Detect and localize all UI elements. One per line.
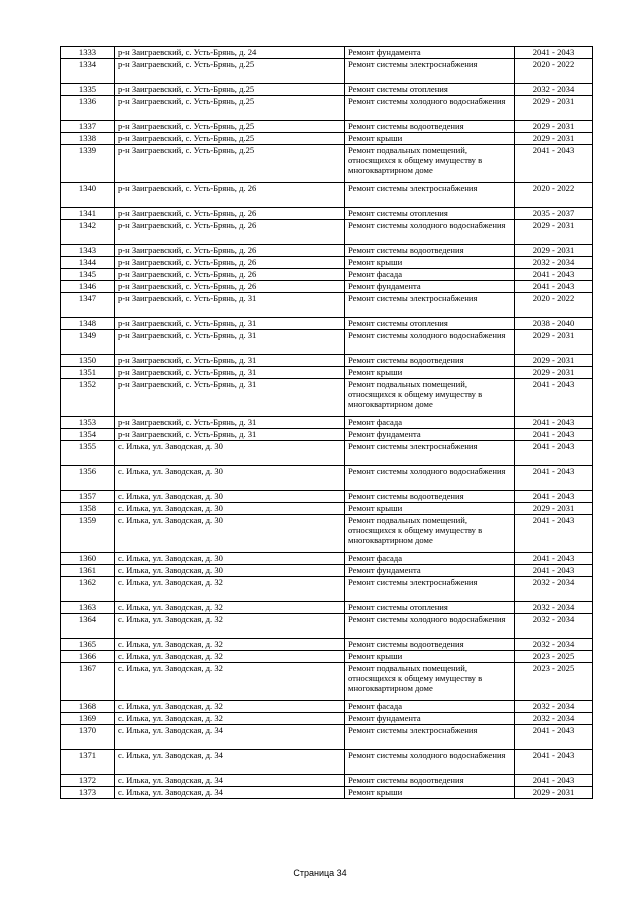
- table-row: [61, 257, 593, 269]
- work-type-cell: Ремонт крыши: [345, 503, 515, 515]
- table-row: [61, 553, 593, 565]
- table-row: [61, 750, 593, 775]
- table-row: [61, 577, 593, 602]
- address-cell: с. Илька, ул. Заводская, д. 32: [115, 577, 345, 602]
- table-row: [61, 293, 593, 318]
- table-row: [61, 183, 593, 208]
- period-cell: 2041 - 2043: [515, 491, 593, 503]
- period-cell: 2041 - 2043: [515, 466, 593, 491]
- work-type-cell: Ремонт системы электроснабжения: [345, 183, 515, 208]
- address-cell: р-н Заиграевский, с. Усть-Брянь, д.25: [115, 145, 345, 183]
- table-row: [61, 145, 593, 183]
- table-row: [61, 318, 593, 330]
- period-cell: 2020 - 2022: [515, 183, 593, 208]
- table-row: [61, 775, 593, 787]
- row-number-cell: 1351: [61, 367, 115, 379]
- address-cell: с. Илька, ул. Заводская, д. 30: [115, 515, 345, 553]
- period-cell: 2041 - 2043: [515, 515, 593, 553]
- row-number-cell: 1336: [61, 96, 115, 121]
- work-type-cell: Ремонт системы холодного водоснабжения: [345, 750, 515, 775]
- row-number-cell: 1370: [61, 725, 115, 750]
- row-number-cell: 1371: [61, 750, 115, 775]
- table-row: [61, 84, 593, 96]
- period-cell: 2029 - 2031: [515, 367, 593, 379]
- work-type-cell: Ремонт системы холодного водоснабжения: [345, 614, 515, 639]
- address-cell: р-н Заиграевский, с. Усть-Брянь, д. 31: [115, 318, 345, 330]
- work-type-cell: Ремонт системы электроснабжения: [345, 293, 515, 318]
- work-type-cell: Ремонт системы отопления: [345, 318, 515, 330]
- period-cell: 2020 - 2022: [515, 59, 593, 84]
- address-cell: с. Илька, ул. Заводская, д. 34: [115, 787, 345, 799]
- address-cell: р-н Заиграевский, с. Усть-Брянь, д. 26: [115, 281, 345, 293]
- work-type-cell: Ремонт фундамента: [345, 281, 515, 293]
- work-type-cell: Ремонт системы водоотведения: [345, 355, 515, 367]
- address-cell: с. Илька, ул. Заводская, д. 32: [115, 614, 345, 639]
- table-row: [61, 701, 593, 713]
- address-cell: с. Илька, ул. Заводская, д. 32: [115, 639, 345, 651]
- address-cell: р-н Заиграевский, с. Усть-Брянь, д. 26: [115, 220, 345, 245]
- work-type-cell: Ремонт крыши: [345, 133, 515, 145]
- period-cell: 2041 - 2043: [515, 775, 593, 787]
- address-cell: р-н Заиграевский, с. Усть-Брянь, д. 26: [115, 245, 345, 257]
- work-type-cell: Ремонт системы отопления: [345, 208, 515, 220]
- address-cell: р-н Заиграевский, с. Усть-Брянь, д. 31: [115, 429, 345, 441]
- row-number-cell: 1348: [61, 318, 115, 330]
- row-number-cell: 1362: [61, 577, 115, 602]
- row-number-cell: 1368: [61, 701, 115, 713]
- row-number-cell: 1346: [61, 281, 115, 293]
- period-cell: 2032 - 2034: [515, 614, 593, 639]
- row-number-cell: 1364: [61, 614, 115, 639]
- period-cell: 2041 - 2043: [515, 429, 593, 441]
- row-number-cell: 1358: [61, 503, 115, 515]
- address-cell: р-н Заиграевский, с. Усть-Брянь, д. 26: [115, 183, 345, 208]
- period-cell: 2029 - 2031: [515, 787, 593, 799]
- work-type-cell: Ремонт системы отопления: [345, 84, 515, 96]
- table-row: [61, 47, 593, 59]
- work-type-cell: Ремонт системы холодного водоснабжения: [345, 330, 515, 355]
- address-cell: р-н Заиграевский, с. Усть-Брянь, д. 31: [115, 367, 345, 379]
- row-number-cell: 1372: [61, 775, 115, 787]
- period-cell: 2032 - 2034: [515, 713, 593, 725]
- address-cell: р-н Заиграевский, с. Усть-Брянь, д. 31: [115, 293, 345, 318]
- period-cell: 2020 - 2022: [515, 293, 593, 318]
- period-cell: 2029 - 2031: [515, 245, 593, 257]
- period-cell: 2041 - 2043: [515, 281, 593, 293]
- work-type-cell: Ремонт системы электроснабжения: [345, 725, 515, 750]
- row-number-cell: 1353: [61, 417, 115, 429]
- table-row: [61, 441, 593, 466]
- period-cell: 2023 - 2025: [515, 651, 593, 663]
- address-cell: с. Илька, ул. Заводская, д. 34: [115, 725, 345, 750]
- work-type-cell: Ремонт системы холодного водоснабжения: [345, 220, 515, 245]
- period-cell: 2029 - 2031: [515, 330, 593, 355]
- address-cell: р-н Заиграевский, с. Усть-Брянь, д. 31: [115, 379, 345, 417]
- table-row: [61, 367, 593, 379]
- address-cell: с. Илька, ул. Заводская, д. 32: [115, 701, 345, 713]
- work-type-cell: Ремонт крыши: [345, 787, 515, 799]
- work-type-cell: Ремонт системы электроснабжения: [345, 577, 515, 602]
- work-type-cell: Ремонт системы холодного водоснабжения: [345, 96, 515, 121]
- address-cell: р-н Заиграевский, с. Усть-Брянь, д. 26: [115, 269, 345, 281]
- period-cell: 2041 - 2043: [515, 553, 593, 565]
- row-number-cell: 1369: [61, 713, 115, 725]
- work-type-cell: Ремонт системы электроснабжения: [345, 59, 515, 84]
- period-cell: 2041 - 2043: [515, 47, 593, 59]
- address-cell: с. Илька, ул. Заводская, д. 32: [115, 713, 345, 725]
- work-type-cell: Ремонт фундамента: [345, 429, 515, 441]
- address-cell: р-н Заиграевский, с. Усть-Брянь, д. 24: [115, 47, 345, 59]
- table-row: [61, 651, 593, 663]
- address-cell: р-н Заиграевский, с. Усть-Брянь, д.25: [115, 84, 345, 96]
- table-row: [61, 725, 593, 750]
- row-number-cell: 1373: [61, 787, 115, 799]
- work-type-cell: Ремонт системы водоотведения: [345, 245, 515, 257]
- table-row: [61, 96, 593, 121]
- address-cell: р-н Заиграевский, с. Усть-Брянь, д. 31: [115, 355, 345, 367]
- table-row: [61, 245, 593, 257]
- work-type-cell: Ремонт крыши: [345, 367, 515, 379]
- table-row: [61, 281, 593, 293]
- row-number-cell: 1344: [61, 257, 115, 269]
- period-cell: 2032 - 2034: [515, 602, 593, 614]
- period-cell: 2029 - 2031: [515, 503, 593, 515]
- table-row: [61, 565, 593, 577]
- table-row: [61, 379, 593, 417]
- work-type-cell: Ремонт системы электроснабжения: [345, 441, 515, 466]
- address-cell: с. Илька, ул. Заводская, д. 30: [115, 565, 345, 577]
- address-cell: р-н Заиграевский, с. Усть-Брянь, д. 26: [115, 257, 345, 269]
- row-number-cell: 1350: [61, 355, 115, 367]
- period-cell: 2032 - 2034: [515, 577, 593, 602]
- table-row: [61, 220, 593, 245]
- address-cell: р-н Заиграевский, с. Усть-Брянь, д.25: [115, 133, 345, 145]
- table-row: [61, 491, 593, 503]
- period-cell: 2038 - 2040: [515, 318, 593, 330]
- work-type-cell: Ремонт фундамента: [345, 713, 515, 725]
- work-type-cell: Ремонт фундамента: [345, 565, 515, 577]
- period-cell: 2041 - 2043: [515, 725, 593, 750]
- row-number-cell: 1335: [61, 84, 115, 96]
- address-cell: с. Илька, ул. Заводская, д. 30: [115, 441, 345, 466]
- work-type-cell: Ремонт фасада: [345, 553, 515, 565]
- address-cell: с. Илька, ул. Заводская, д. 30: [115, 503, 345, 515]
- table-row: [61, 133, 593, 145]
- period-cell: 2041 - 2043: [515, 417, 593, 429]
- row-number-cell: 1337: [61, 121, 115, 133]
- table-row: [61, 713, 593, 725]
- row-number-cell: 1366: [61, 651, 115, 663]
- work-type-cell: Ремонт крыши: [345, 257, 515, 269]
- period-cell: 2023 - 2025: [515, 663, 593, 701]
- table-body: [61, 47, 593, 799]
- work-type-cell: Ремонт системы отопления: [345, 602, 515, 614]
- address-cell: с. Илька, ул. Заводская, д. 30: [115, 491, 345, 503]
- row-number-cell: 1359: [61, 515, 115, 553]
- row-number-cell: 1354: [61, 429, 115, 441]
- work-type-cell: Ремонт фасада: [345, 269, 515, 281]
- table-row: [61, 355, 593, 367]
- period-cell: 2041 - 2043: [515, 269, 593, 281]
- repair-schedule-table: [60, 46, 593, 799]
- row-number-cell: 1341: [61, 208, 115, 220]
- address-cell: р-н Заиграевский, с. Усть-Брянь, д. 26: [115, 208, 345, 220]
- row-number-cell: 1357: [61, 491, 115, 503]
- address-cell: р-н Заиграевский, с. Усть-Брянь, д.25: [115, 121, 345, 133]
- period-cell: 2041 - 2043: [515, 750, 593, 775]
- table-row: [61, 663, 593, 701]
- work-type-cell: Ремонт подвальных помещений, относящихся к общему имуществу в многоквартирном доме: [345, 663, 515, 701]
- row-number-cell: 1339: [61, 145, 115, 183]
- period-cell: 2041 - 2043: [515, 565, 593, 577]
- period-cell: 2041 - 2043: [515, 441, 593, 466]
- row-number-cell: 1355: [61, 441, 115, 466]
- work-type-cell: Ремонт системы водоотведения: [345, 121, 515, 133]
- period-cell: 2029 - 2031: [515, 121, 593, 133]
- period-cell: 2029 - 2031: [515, 220, 593, 245]
- row-number-cell: 1347: [61, 293, 115, 318]
- table-row: [61, 417, 593, 429]
- row-number-cell: 1367: [61, 663, 115, 701]
- period-cell: 2032 - 2034: [515, 639, 593, 651]
- table-row: [61, 208, 593, 220]
- table-row: [61, 121, 593, 133]
- work-type-cell: Ремонт системы водоотведения: [345, 775, 515, 787]
- table-row: [61, 503, 593, 515]
- address-cell: с. Илька, ул. Заводская, д. 30: [115, 553, 345, 565]
- table-row: [61, 614, 593, 639]
- work-type-cell: Ремонт подвальных помещений, относящихся к общему имуществу в многоквартирном доме: [345, 379, 515, 417]
- page-number: Страница 34: [293, 868, 347, 878]
- row-number-cell: 1338: [61, 133, 115, 145]
- address-cell: с. Илька, ул. Заводская, д. 30: [115, 466, 345, 491]
- work-type-cell: Ремонт системы водоотведения: [345, 639, 515, 651]
- row-number-cell: 1349: [61, 330, 115, 355]
- work-type-cell: Ремонт системы холодного водоснабжения: [345, 466, 515, 491]
- address-cell: с. Илька, ул. Заводская, д. 32: [115, 663, 345, 701]
- period-cell: 2032 - 2034: [515, 257, 593, 269]
- table-row: [61, 639, 593, 651]
- table-row: [61, 787, 593, 799]
- table-row: [61, 515, 593, 553]
- table-row: [61, 269, 593, 281]
- table-row: [61, 466, 593, 491]
- address-cell: с. Илька, ул. Заводская, д. 34: [115, 750, 345, 775]
- address-cell: с. Илька, ул. Заводская, д. 32: [115, 651, 345, 663]
- period-cell: 2029 - 2031: [515, 133, 593, 145]
- address-cell: с. Илька, ул. Заводская, д. 32: [115, 602, 345, 614]
- row-number-cell: 1343: [61, 245, 115, 257]
- period-cell: 2041 - 2043: [515, 145, 593, 183]
- row-number-cell: 1333: [61, 47, 115, 59]
- row-number-cell: 1363: [61, 602, 115, 614]
- table-row: [61, 59, 593, 84]
- row-number-cell: 1356: [61, 466, 115, 491]
- work-type-cell: Ремонт крыши: [345, 651, 515, 663]
- row-number-cell: 1334: [61, 59, 115, 84]
- table-row: [61, 602, 593, 614]
- work-type-cell: Ремонт фасада: [345, 701, 515, 713]
- work-type-cell: Ремонт фасада: [345, 417, 515, 429]
- row-number-cell: 1340: [61, 183, 115, 208]
- address-cell: р-н Заиграевский, с. Усть-Брянь, д. 31: [115, 330, 345, 355]
- row-number-cell: 1352: [61, 379, 115, 417]
- address-cell: р-н Заиграевский, с. Усть-Брянь, д.25: [115, 96, 345, 121]
- period-cell: 2029 - 2031: [515, 96, 593, 121]
- period-cell: 2032 - 2034: [515, 701, 593, 713]
- work-type-cell: Ремонт фундамента: [345, 47, 515, 59]
- row-number-cell: 1365: [61, 639, 115, 651]
- address-cell: р-н Заиграевский, с. Усть-Брянь, д.25: [115, 59, 345, 84]
- period-cell: 2041 - 2043: [515, 379, 593, 417]
- work-type-cell: Ремонт подвальных помещений, относящихся к общему имуществу в многоквартирном доме: [345, 515, 515, 553]
- table-row: [61, 330, 593, 355]
- period-cell: 2032 - 2034: [515, 84, 593, 96]
- row-number-cell: 1345: [61, 269, 115, 281]
- period-cell: 2035 - 2037: [515, 208, 593, 220]
- address-cell: р-н Заиграевский, с. Усть-Брянь, д. 31: [115, 417, 345, 429]
- work-type-cell: Ремонт системы водоотведения: [345, 491, 515, 503]
- row-number-cell: 1361: [61, 565, 115, 577]
- table-row: [61, 429, 593, 441]
- row-number-cell: 1360: [61, 553, 115, 565]
- address-cell: с. Илька, ул. Заводская, д. 34: [115, 775, 345, 787]
- work-type-cell: Ремонт подвальных помещений, относящихся к общему имуществу в многоквартирном доме: [345, 145, 515, 183]
- period-cell: 2029 - 2031: [515, 355, 593, 367]
- row-number-cell: 1342: [61, 220, 115, 245]
